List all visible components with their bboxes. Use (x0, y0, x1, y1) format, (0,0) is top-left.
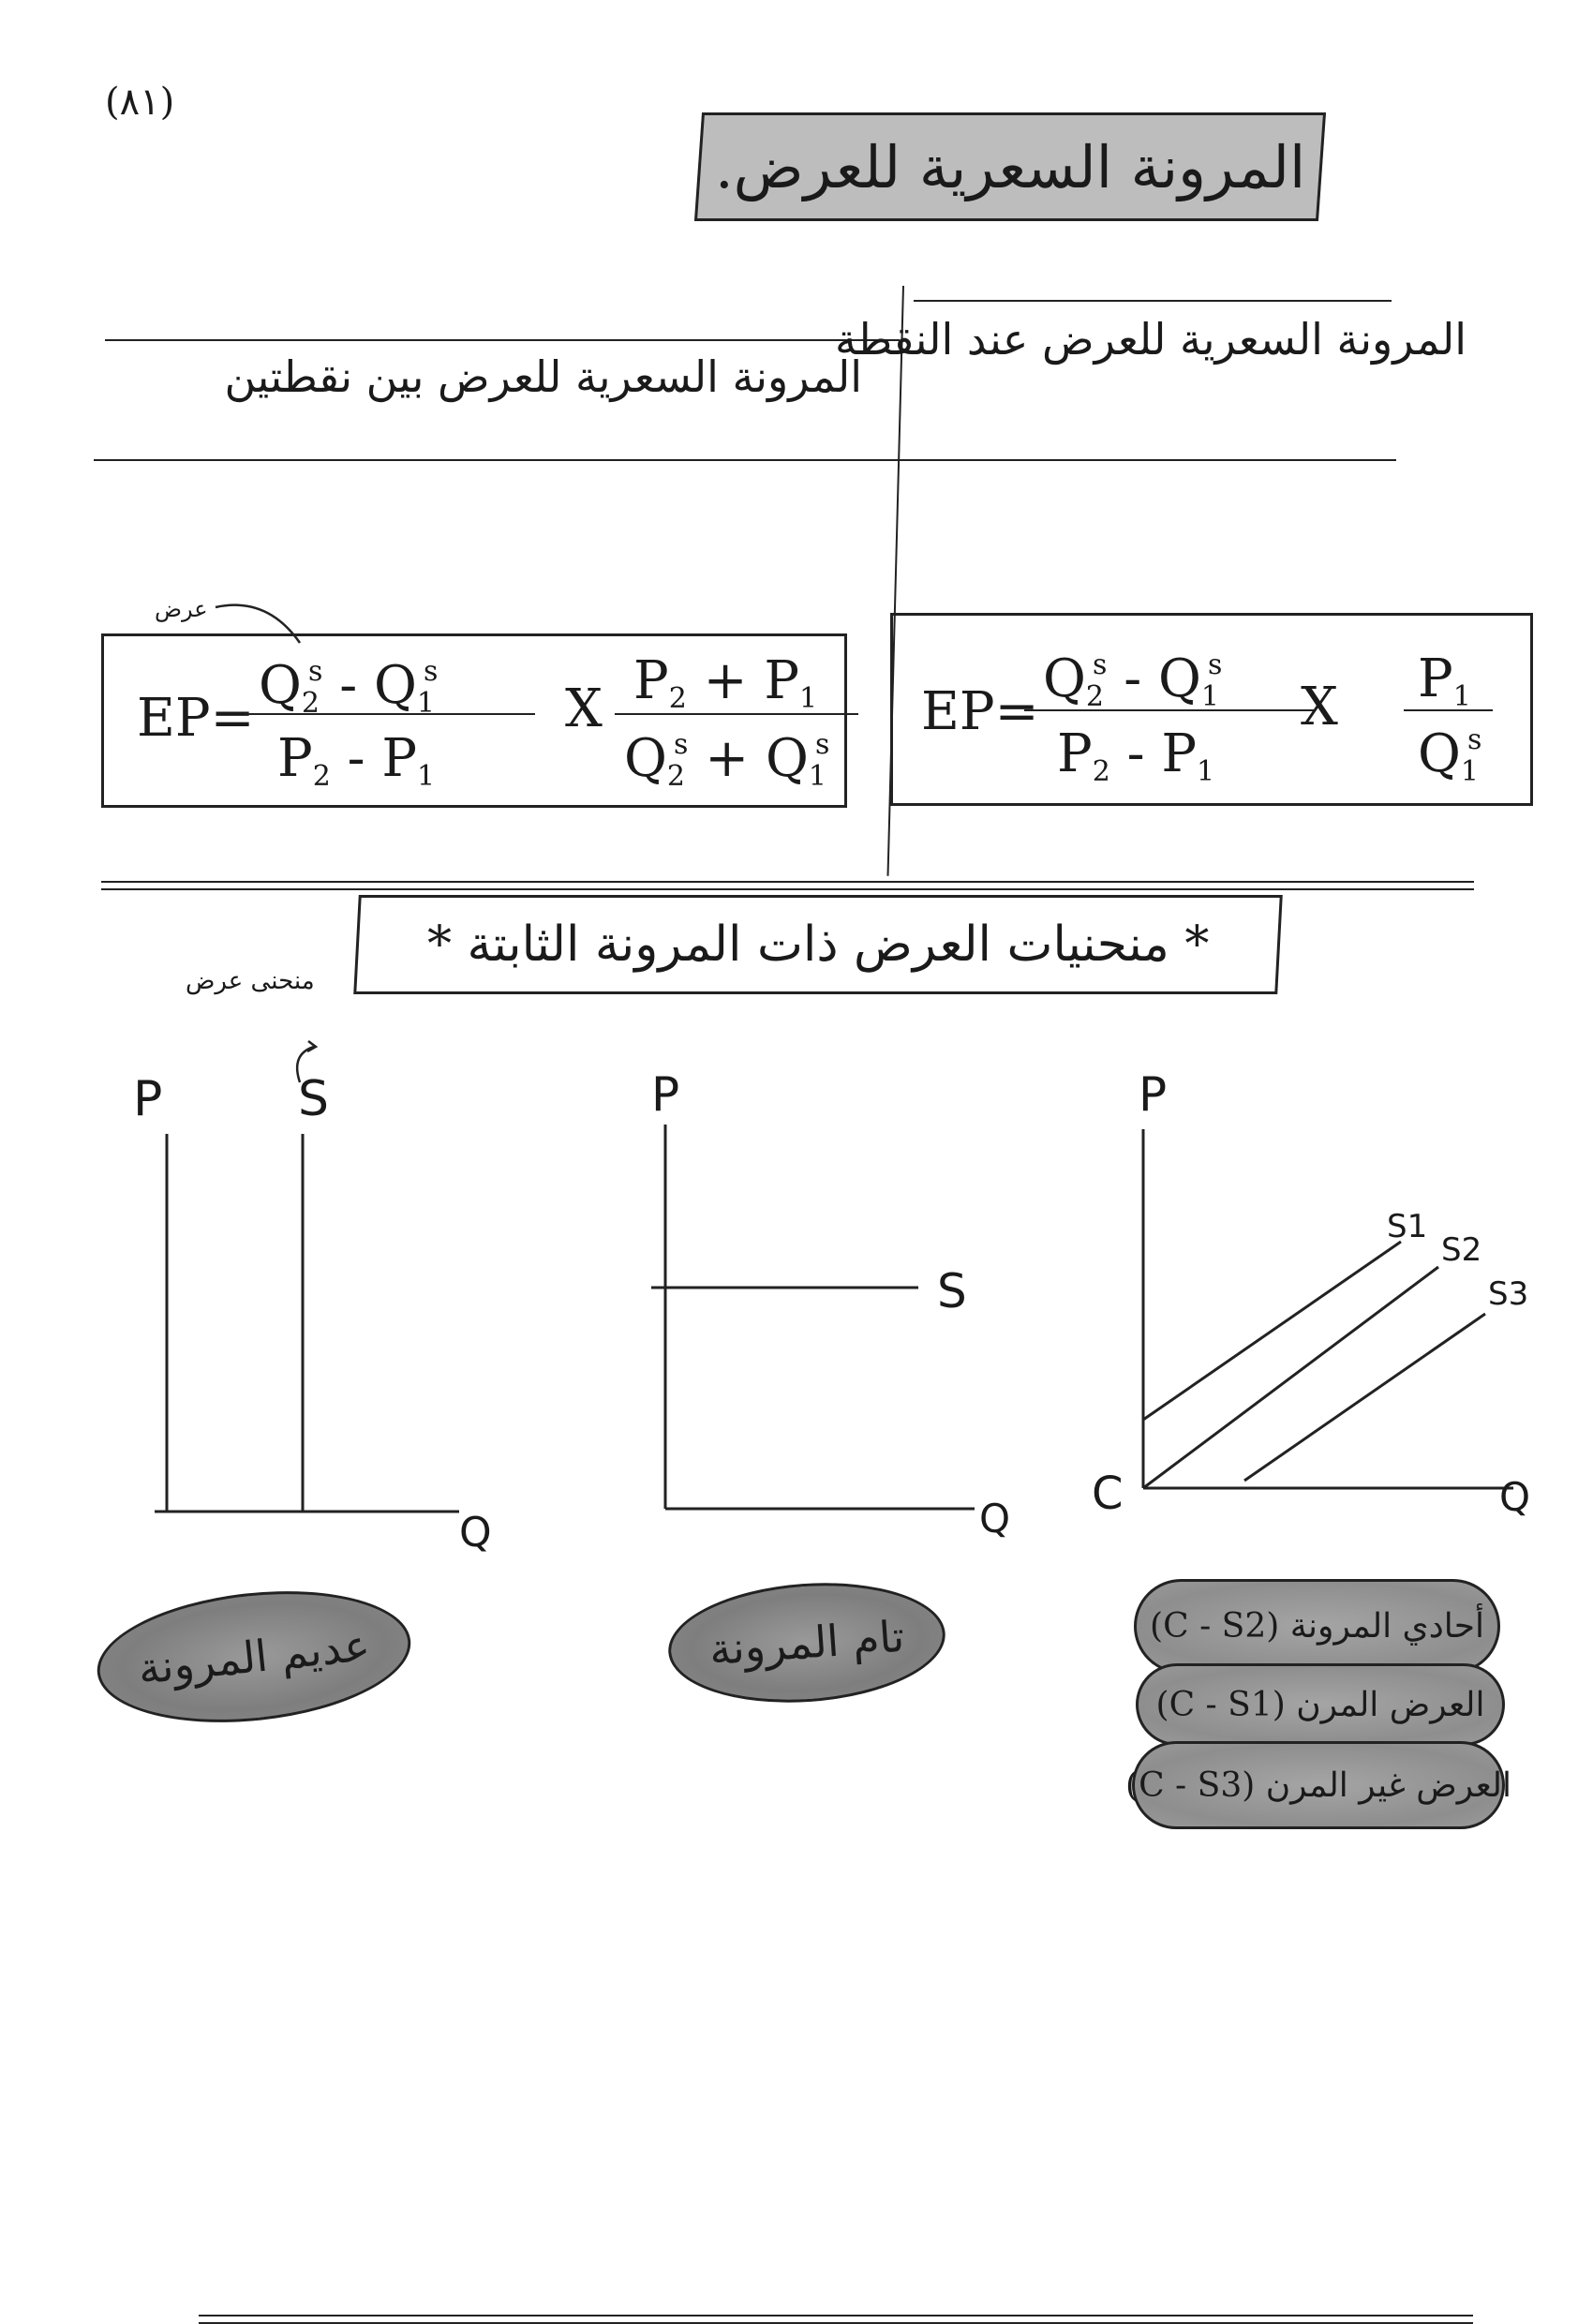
s-label: S (937, 1264, 967, 1318)
p-axis-label: P (1139, 1067, 1168, 1122)
s3-line (1244, 1314, 1485, 1481)
ep-symbol: EP (137, 688, 211, 749)
s1-label: S1 (1387, 1208, 1428, 1245)
point-second-numerator: P1 (1418, 648, 1471, 713)
ep-symbol: EP (921, 681, 995, 742)
arc-numerator: Q2$^s$ - Q1$^s$ (259, 655, 439, 720)
inelastic-caption: عديم المرونة (135, 1619, 373, 1694)
s3-label: S3 (1488, 1275, 1529, 1313)
page-number: (٨١) (105, 81, 175, 124)
q-axis-label: Q (1499, 1474, 1531, 1520)
point-fraction-bar-1 (1024, 709, 1315, 711)
equals-sign: = (994, 681, 1039, 742)
arc-second-denominator: Q2$^s$ + Q1$^s$ (624, 728, 830, 793)
point-denominator: P2 - P1 (1057, 723, 1215, 788)
legend-item-inelastic (1125, 1741, 1511, 1829)
legend-label: العرض المرن (C - S1) (1155, 1685, 1485, 1724)
bottom-line-1 (199, 2315, 1473, 2317)
s2-label: S2 (1441, 1231, 1482, 1269)
s-label: S (298, 1071, 330, 1127)
arc-denominator: P2 - P1 (277, 728, 436, 793)
point-numerator: Q2$^s$ - Q1$^s$ (1043, 648, 1223, 713)
origin-label: C (1092, 1467, 1124, 1520)
title-box (694, 112, 1326, 221)
point-formula-box (890, 613, 1533, 806)
inelastic-caption-oval (91, 1577, 417, 1736)
p-axis-label: P (651, 1067, 680, 1122)
legend-item-elastic (1136, 1663, 1505, 1746)
bottom-rule (187, 2301, 197, 2310)
q-axis-label: Q (979, 1496, 1011, 1542)
elastic-caption-oval (664, 1574, 949, 1711)
legend-label: العرض غير المرن (C - S3) (1125, 1765, 1511, 1805)
times-sign: X (1301, 677, 1338, 737)
arc-elasticity-heading: المرونة السعرية للعرض بين نقطتين (224, 351, 862, 402)
arc-formula-box (101, 633, 847, 808)
page-title: المرونة السعرية للعرض. (714, 132, 1306, 201)
separator-line-2 (101, 888, 1474, 890)
point-second-denominator: Q1$^s$ (1418, 723, 1482, 788)
supply-curve-note: منحنى عرض (186, 967, 315, 995)
inelastic-supply-graph (112, 1007, 515, 1570)
point-elasticity-heading: المرونة السعرية للعرض عند النقطة (834, 314, 1466, 365)
arc-fraction-bar-1 (245, 713, 535, 715)
arc-fraction-bar-2 (615, 713, 858, 715)
unit-supply-graph (1078, 1059, 1546, 1546)
elastic-caption: تام المرونة (707, 1610, 906, 1676)
supply-note: عرض (155, 596, 208, 622)
point-fraction-bar-2 (1404, 709, 1493, 711)
p-axis-label: P (133, 1071, 163, 1127)
arc-heading-top-line (105, 339, 900, 341)
equals-sign: = (210, 688, 255, 749)
curves-heading-box (353, 895, 1283, 994)
arc-second-numerator: P2 + P1 (633, 650, 818, 715)
q-axis-label: Q (459, 1509, 492, 1557)
legend-label: أحادي المرونة (C - S2) (1150, 1607, 1484, 1646)
heading-bottom-line (94, 459, 1396, 461)
point-heading-top-line (914, 300, 1392, 302)
times-sign: X (565, 678, 603, 739)
separator-line-1 (101, 881, 1474, 883)
elastic-supply-graph (637, 1059, 1031, 1546)
curves-heading: * منحنيات العرض ذات المرونة الثابتة * (426, 916, 1210, 973)
legend-item-unit (1134, 1579, 1500, 1674)
